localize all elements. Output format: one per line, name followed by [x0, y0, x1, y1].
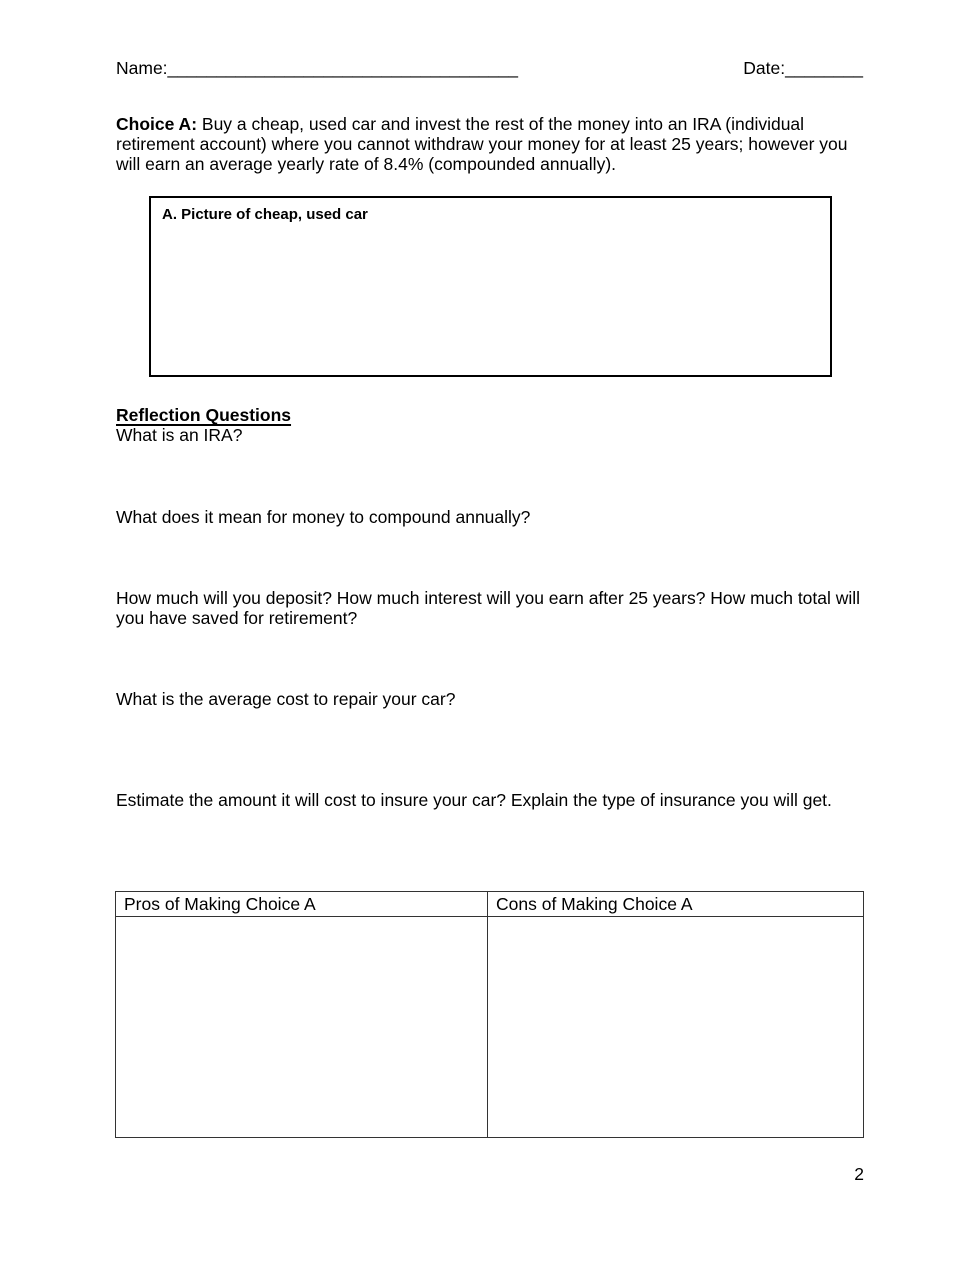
pros-cons-header-row: [116, 892, 864, 917]
pros-header-cell: Pros of Making Choice A: [116, 892, 488, 917]
question-repair-cost: What is the average cost to repair your car?: [116, 689, 456, 709]
pros-cons-table: [115, 891, 864, 1138]
choice-a-paragraph: [116, 114, 866, 174]
date-label: Date:: [743, 58, 786, 78]
choice-a-text: Buy a cheap, used car and invest the rest of the money into an IRA (individual retirement account) where you cannot withdraw your money for at least 25 years; however you will earn an average yearly rate of 8.4% (compounded annually).: [116, 114, 848, 174]
reflection-questions-heading: Reflection Questions: [116, 405, 292, 425]
date-field: [743, 58, 863, 78]
name-field: [116, 58, 518, 78]
date-blank-line: ________: [785, 58, 863, 78]
question-compound-annually: What does it mean for money to compound annually?: [116, 507, 531, 527]
name-blank-line: ____________________________________: [167, 58, 518, 78]
pros-cons-body-row: [116, 917, 864, 1138]
picture-box: [149, 196, 832, 377]
name-date-row: [116, 58, 863, 78]
pros-body-cell: [116, 917, 488, 1138]
question-insurance-estimate: Estimate the amount it will cost to insure your car? Explain the type of insurance you will get.: [116, 790, 832, 810]
page-number: 2: [854, 1164, 864, 1184]
cons-header-cell: Cons of Making Choice A: [488, 892, 864, 917]
name-label: Name:: [116, 58, 168, 78]
cons-body-cell: [488, 917, 864, 1138]
picture-box-label: A. Picture of cheap, used car: [162, 206, 368, 223]
question-what-is-ira: What is an IRA?: [116, 425, 243, 445]
choice-a-label: Choice A:: [116, 114, 198, 134]
question-deposit-interest-total: How much will you deposit? How much interest will you earn after 25 years? How much total will you have saved for retirement?: [116, 588, 861, 628]
